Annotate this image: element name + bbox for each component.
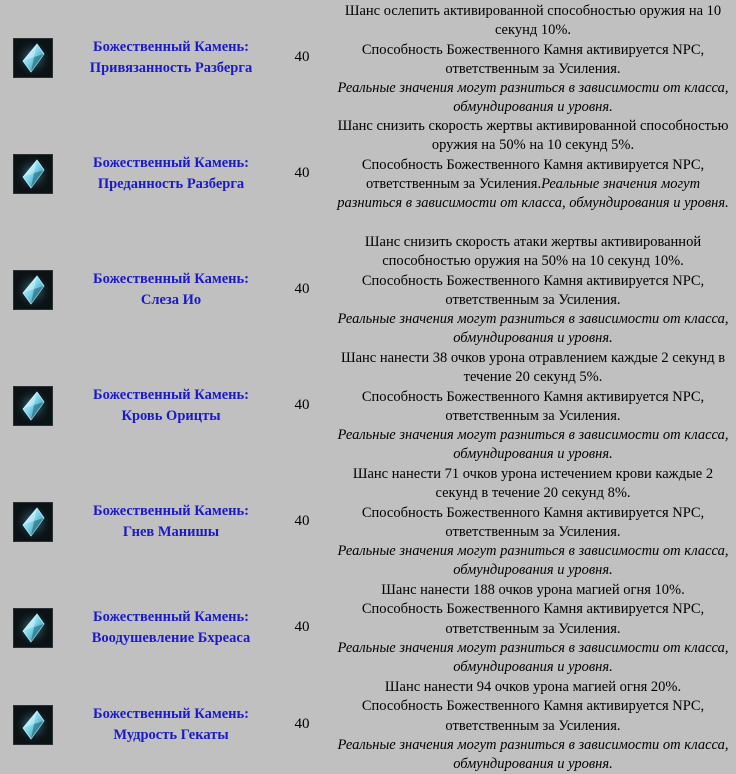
divine-stone-crystal-icon [13, 705, 53, 745]
disclaimer-text: Реальные значения могут разниться в зависимости от класса, обмундирования и уровня. [337, 639, 729, 676]
activation-text: Способность Божественного Камня активируется NPC, ответственным за Усиления. [361, 272, 705, 308]
activation-text: Способность Божественного Камня активируется NPC, ответственным за Усиления. [361, 388, 705, 424]
stone-name-line2: Привязанность Разберга [89, 60, 253, 76]
stone-name-line1: Божественный Камень: [93, 155, 249, 171]
stone-description [333, 678, 733, 774]
stone-name [66, 269, 276, 311]
table-row [0, 116, 736, 232]
stone-name-line2: Преданность Разберга [97, 176, 245, 192]
divine-stone-crystal-icon [13, 502, 53, 542]
disclaimer-text: Реальные значения могут разниться в зависимости от класса, обмундирования и уровня. [337, 736, 729, 773]
stone-name-line1: Божественный Камень: [93, 39, 249, 55]
stone-description [333, 465, 733, 581]
activation-text: Способность Божественного Камня активируется NPC, ответственным за Усиления. [361, 601, 705, 637]
stone-level: 40 [294, 165, 310, 181]
disclaimer-text: Реальные значения могут разниться в зависимости от класса, обмундирования и уровня. [337, 311, 729, 347]
stone-level: 40 [294, 281, 310, 297]
effect-text: Шанс ослепить активированной способностью оружия на 10 секунд 10%. [344, 3, 722, 39]
stone-description [333, 2, 733, 118]
disclaimer-text: Реальные значения могут разниться в зависимости от класса, обмундирования и уровня. [337, 427, 729, 463]
effect-text: Шанс нанести 188 очков урона магией огня 10%. [381, 582, 685, 598]
stone-description [333, 349, 733, 465]
activation-text: Способность Божественного Камня активируется NPC, ответственным за Усиления. [361, 504, 705, 540]
table-row [0, 677, 736, 773]
stone-name [66, 37, 276, 79]
effect-text: Шанс снизить скорость жертвы активированной способностью оружия на 50% на 10 секунд 5%. [337, 118, 729, 154]
stone-level: 40 [294, 49, 310, 65]
table-row [0, 232, 736, 348]
table-row [0, 0, 736, 116]
stone-name-line2: Воодушевление Бхреаса [91, 630, 251, 646]
stone-name [66, 607, 276, 649]
stone-name-line2: Слеза Ио [140, 292, 202, 308]
divine-stone-crystal-icon [13, 270, 53, 310]
activation-text: Способность Божественного Камня активируется NPC, ответственным за Усиления. [361, 698, 705, 734]
stone-name-line2: Кровь Орицты [121, 408, 221, 424]
stone-name [66, 704, 276, 746]
stone-description [333, 117, 733, 213]
effect-text: Шанс нанести 38 очков урона отравлением каждые 2 секунд в течение 20 секунд 5%. [340, 350, 726, 386]
activation-text: Способность Божественного Камня активируется NPC, ответственным за Усиления. [361, 156, 705, 192]
effect-text: Шанс нанести 94 очков урона магией огня 20%. [384, 679, 682, 695]
stone-level: 40 [294, 619, 310, 635]
stone-name-line1: Божественный Камень: [93, 609, 249, 625]
disclaimer-text: Реальные значения могут разниться в зависимости от класса, обмундирования и уровня. [337, 175, 729, 212]
activation-text: Способность Божественного Камня активируется NPC, ответственным за Усиления. [361, 41, 705, 77]
stone-name-line2: Гнев Манишы [122, 524, 220, 540]
effect-text: Шанс снизить скорость атаки жертвы активированной способностью оружия на 50% на 10 секунд 10%. [364, 234, 702, 270]
effect-text: Шанс нанести 71 очков урона истечением крови каждые 2 секунд в течение 20 секунд 8%. [352, 466, 714, 502]
stone-description [333, 581, 733, 677]
stone-description [333, 233, 733, 349]
disclaimer-text: Реальные значения могут разниться в зависимости от класса, обмундирования и уровня. [337, 80, 729, 116]
stone-name-line2: Мудрость Гекаты [113, 727, 229, 743]
stone-name [66, 153, 276, 195]
stone-level: 40 [294, 716, 310, 732]
stone-name-line1: Божественный Камень: [93, 387, 249, 403]
table-row [0, 348, 736, 464]
stone-level: 40 [294, 513, 310, 529]
divine-stone-crystal-icon [13, 154, 53, 194]
table-row [0, 464, 736, 580]
stone-name-line1: Божественный Камень: [93, 271, 249, 287]
stone-name-line1: Божественный Камень: [93, 706, 249, 722]
divine-stone-crystal-icon [13, 608, 53, 648]
divine-stone-crystal-icon [13, 38, 53, 78]
disclaimer-text: Реальные значения могут разниться в зависимости от класса, обмундирования и уровня. [337, 543, 729, 579]
stone-name [66, 501, 276, 543]
table-row [0, 580, 736, 677]
stone-name-line1: Божественный Камень: [93, 503, 249, 519]
stone-level: 40 [294, 397, 310, 413]
divine-stone-crystal-icon [13, 386, 53, 426]
stone-name [66, 385, 276, 427]
